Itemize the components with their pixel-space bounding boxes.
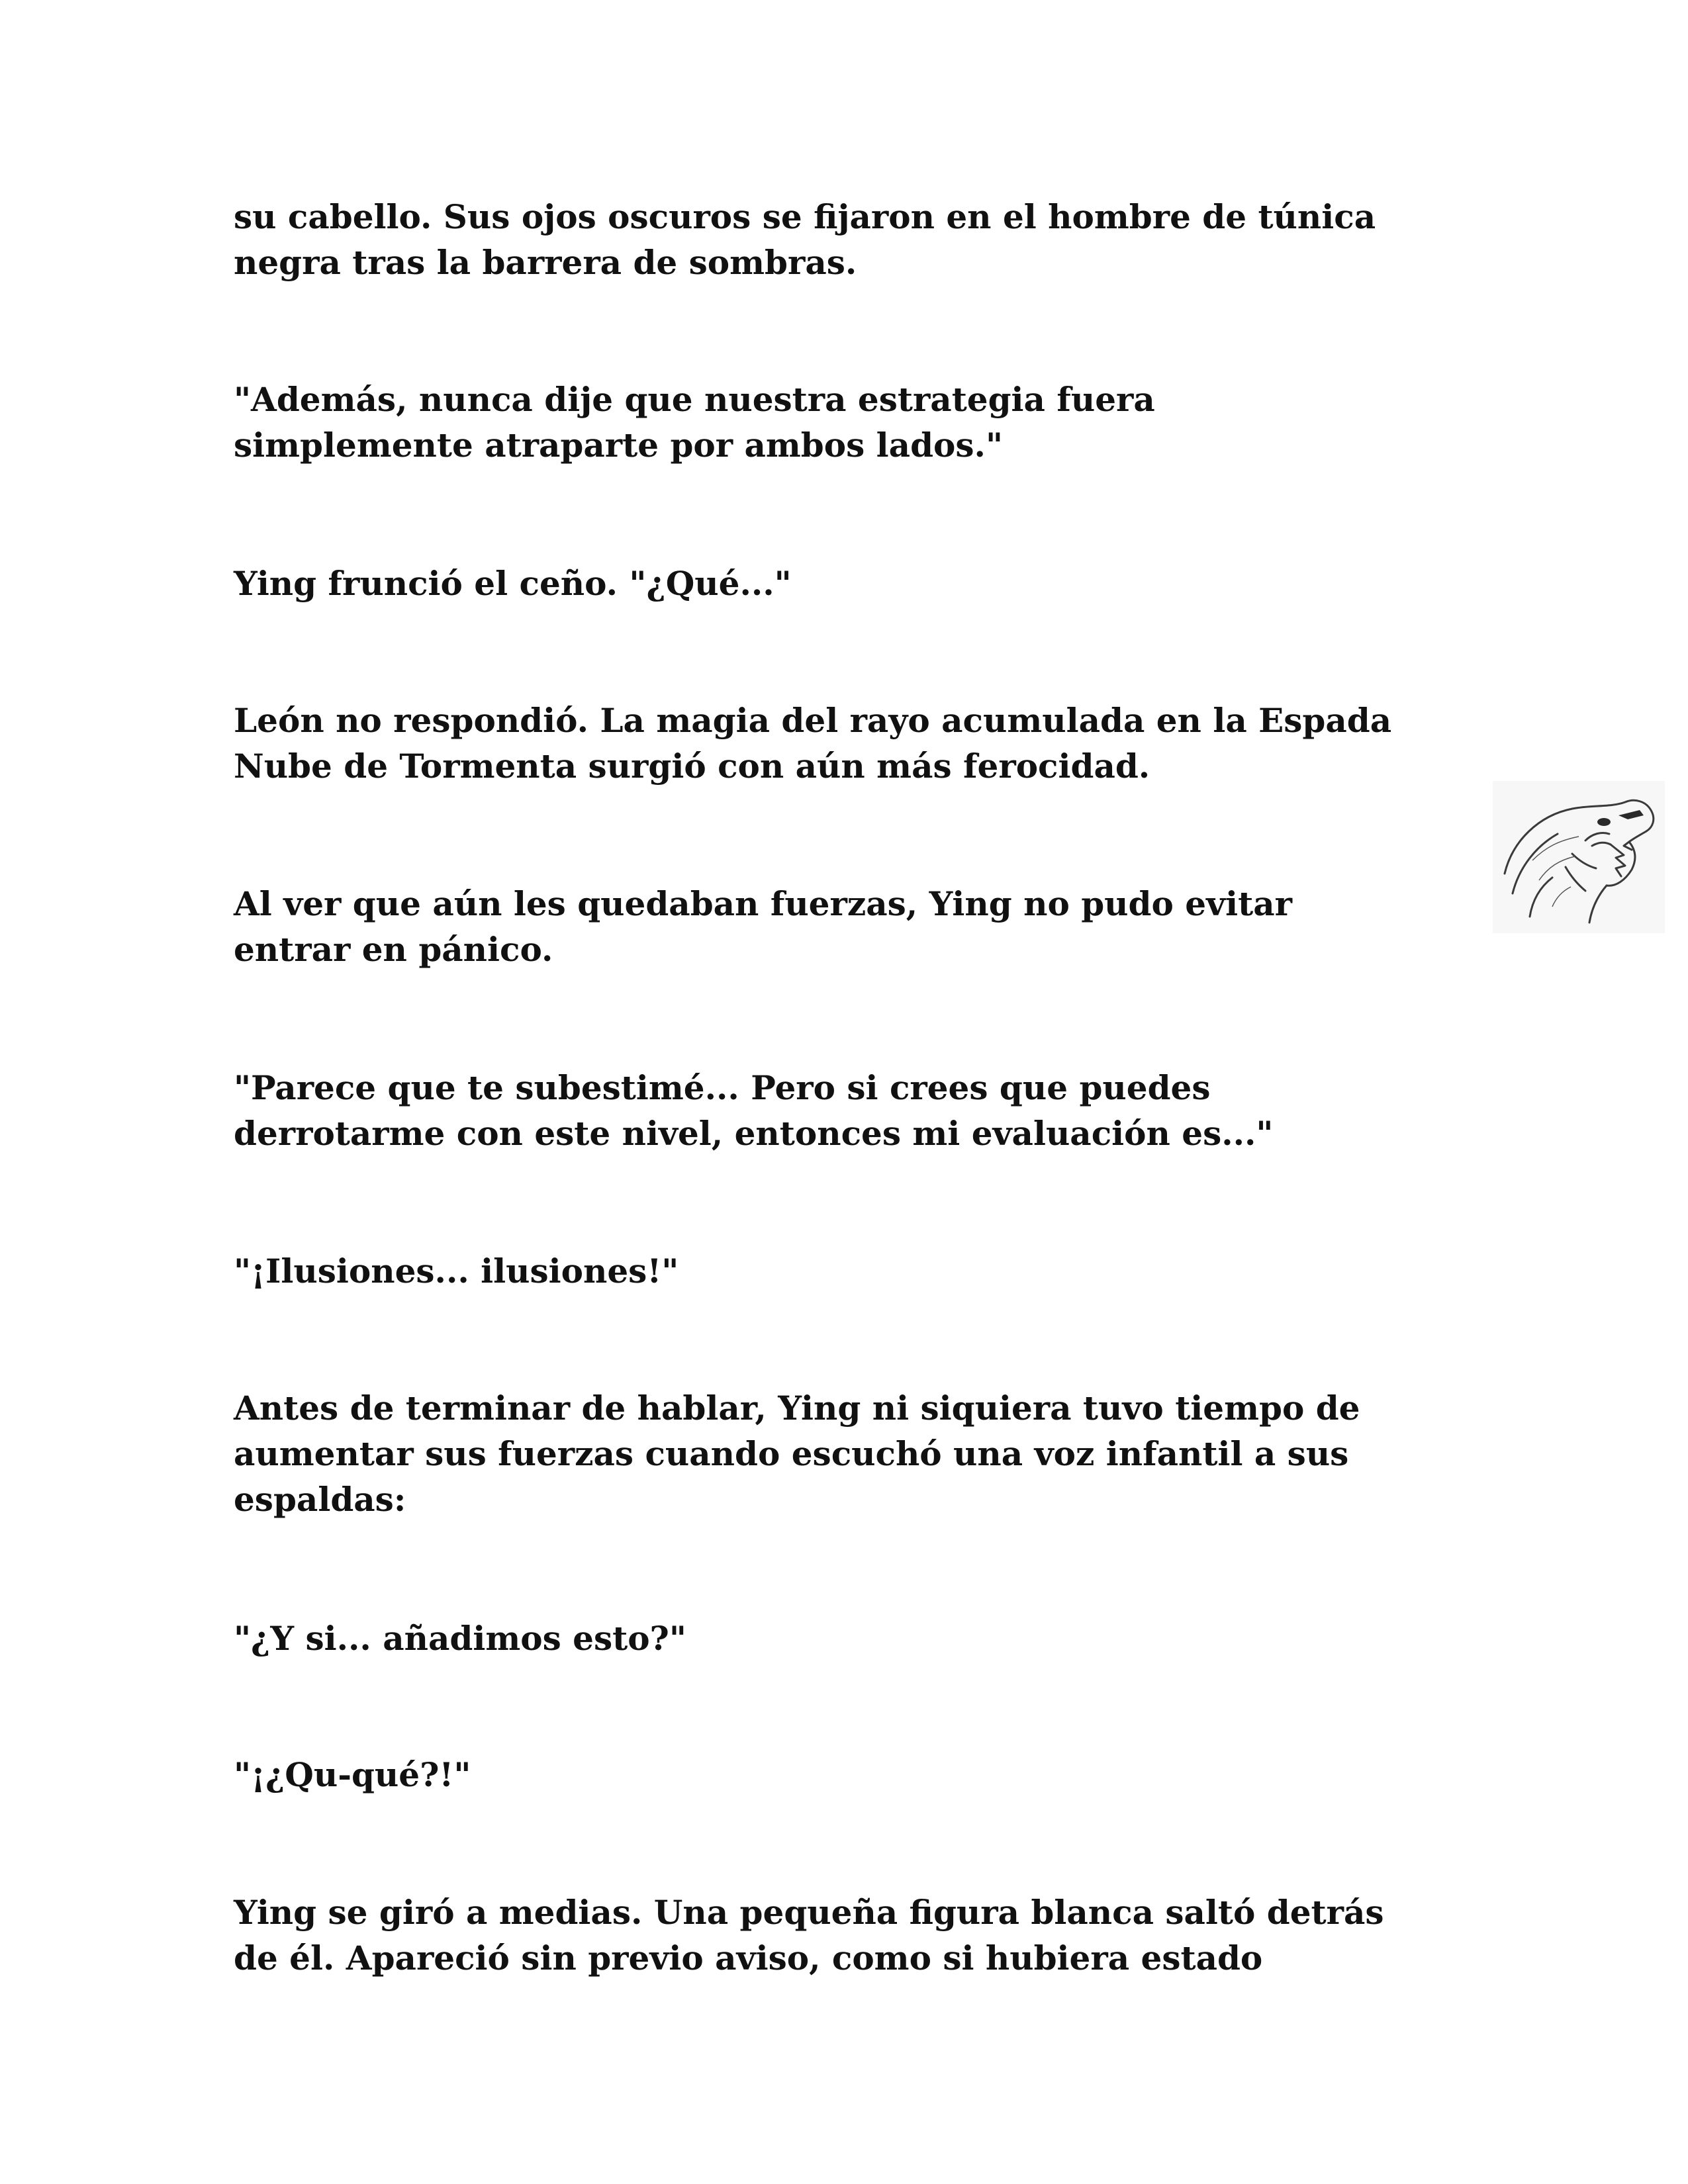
paragraph-11: Ying se giró a medias. Una pequeña figura blanca saltó detrás de él. Apareció sin previo aviso, como si hubiera estado	[234, 1893, 1384, 1978]
paragraph-9: "¿Y si... añadimos esto?"	[234, 1619, 686, 1658]
paragraph-10: "¡¿Qu-qué?!"	[234, 1755, 471, 1794]
paragraph-7: "¡Ilusiones... ilusiones!"	[234, 1251, 679, 1291]
paragraph-8: Antes de terminar de hablar, Ying ni siquiera tuvo tiempo de aumentar sus fuerzas cuando escuchó una voz infantil a sus espaldas:	[234, 1388, 1360, 1519]
paragraph-1: su cabello. Sus ojos oscuros se fijaron en el hombre de túnica negra tras la barrera de sombras.	[234, 197, 1376, 282]
paragraph-3: Ying frunció el ceño. "¿Qué..."	[234, 564, 792, 603]
paragraph-6: "Parece que te subestimé... Pero si crees que puedes derrotarme con este nivel, entonces mi evaluación es..."	[234, 1068, 1274, 1153]
dinosaur-head-sketch-icon	[1493, 781, 1665, 933]
paragraph-2: "Además, nunca dije que nuestra estrategia fuera simplemente atraparte por ambos lados."	[234, 380, 1155, 465]
paragraph-5: Al ver que aún les quedaban fuerzas, Ying no pudo evitar entrar en pánico.	[234, 884, 1292, 969]
paragraph-4: León no respondió. La magia del rayo acumulada en la Espada Nube de Tormenta surgió con aún más ferocidad.	[234, 701, 1392, 786]
